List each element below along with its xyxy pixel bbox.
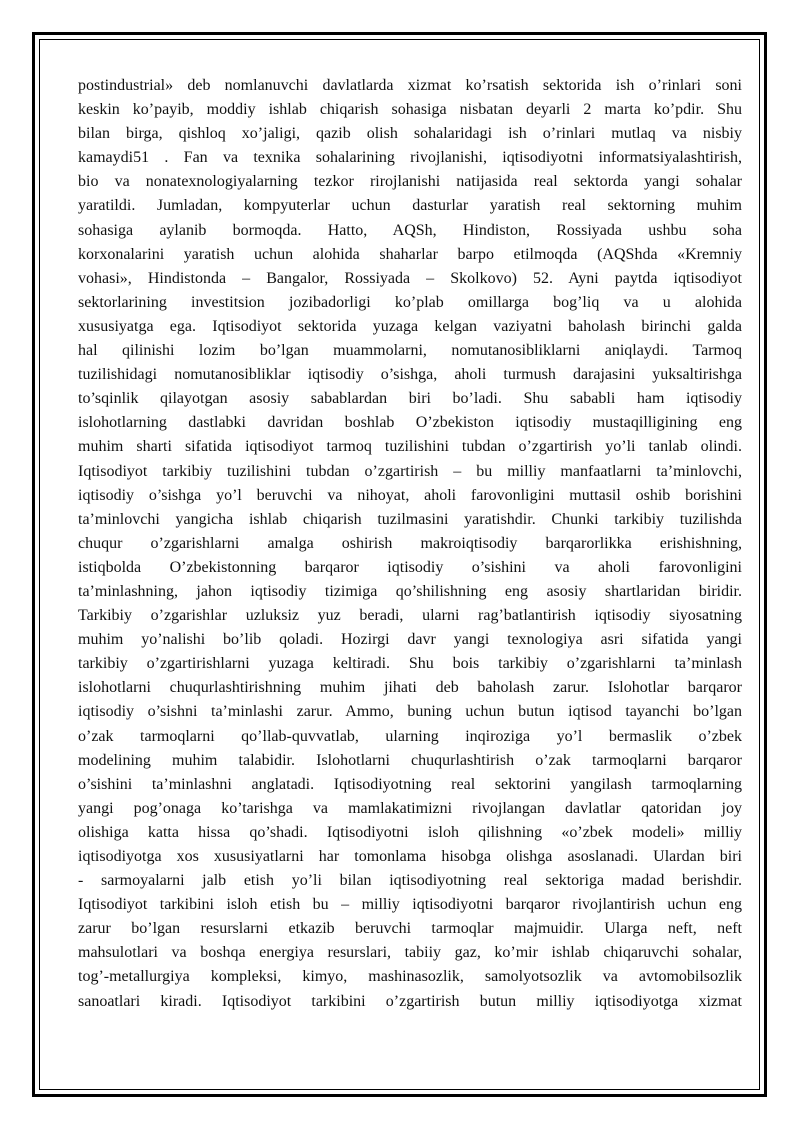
text-line: muhim yo’nalishi bo’lib qoladi. Hozirgi davr yangi texnologiya asri sifatida yangi bbox=[78, 631, 742, 649]
text-line: kamaydi51 . Fan va texnika sohalarining rivojlanishi, iqtisodiyotni informatsiyalashtirish, bbox=[78, 149, 742, 167]
text-line: zarur bo’lgan resurslarni etkazib beruvchi tarmoqlar majmuidir. Ularga neft, neft bbox=[78, 920, 742, 938]
text-line: iqtisodiyotga xos xususiyatlarni har tomonlama hisobga olishga asoslanadi. Ulardan biri bbox=[78, 848, 742, 865]
text-line: islohotlarni chuqurlashtirishning muhim jihati deb baholash zarur. Islohotlar barqaror bbox=[78, 679, 742, 697]
text-line: tuzilishidagi nomutanosibliklar iqtisodiy o’sishga, aholi turmush darajasini yuksaltirishga bbox=[78, 366, 742, 384]
text-line: sohasiga aylanib bormoqda. Hatto, AQSh, Hindiston, Rossiyada ushbu soha bbox=[78, 221, 742, 239]
text-line: modelining muhim talabidir. Islohotlarni chuqurlashtirish o’zak tarmoqlarni barqaror bbox=[78, 751, 742, 769]
text-line: Iqtisodiyot tarkibiy tuzilishini tubdan o’zgartirish – bu milliy manfaatlarni ta’minlovchi, bbox=[78, 462, 742, 480]
text-line: to’sqinlik qilayotgan asosiy sabablardan biri bo’ladi. Shu sababli ham iqtisodiy bbox=[78, 390, 742, 408]
text-line: o’sishini ta’minlashni anglatadi. Iqtisodiyotning real sektorini yangilash tarmoqlarning bbox=[78, 775, 742, 793]
text-line: xususiyatga ega. Iqtisodiyot sektorida yuzaga kelgan vaziyatni baholash birinchi galda bbox=[78, 317, 742, 335]
text-line: postindustrial» deb nomlanuvchi davlatlarda xizmat ko’rsatish sektorida ish o’rinlari soni bbox=[78, 77, 742, 94]
text-line: olishiga katta hissa qo’shadi. Iqtisodiyotni isloh qilishning «o’zbek modeli» milliy bbox=[78, 823, 742, 841]
text-line: vohasi», Hindistonda – Bangalor, Rossiyada – Skolkovo) 52. Ayni paytda iqtisodiyot bbox=[78, 269, 742, 287]
text-line: tog’-metallurgiya kompleksi, kimyo, mashinasozlik, samolyotsozlik va avtomobilsozlik bbox=[78, 968, 742, 986]
text-line: - sarmoyalarni jalb etish yo’li bilan iqtisodiyotning real sektoriga madad berishdir. bbox=[78, 872, 742, 890]
text-line: ta’minlovchi yangicha ishlab chiqarish tuzilmasini yaratishdir. Chunki tarkibiy tuzilishda bbox=[78, 510, 742, 528]
text-line: iqtisodiy o’sishga yo’l beruvchi va nihoyat, aholi farovonligini muttasil oshib borishini bbox=[78, 486, 742, 504]
text-line: o’zak tarmoqlarni qo’llab-quvvatlab, ularning inqiroziga yo’l bermaslik o’zbek bbox=[78, 727, 742, 745]
text-line: bilan birga, qishloq xo’jaligi, qazib olish sohalaridagi ish o’rinlari mutlaq va nisbiy bbox=[78, 125, 742, 143]
text-line: Iqtisodiyot tarkibini isloh etish bu – milliy iqtisodiyotni barqaror rivojlantirish uchun eng bbox=[78, 896, 742, 914]
text-line: sektorlarining investitsion jozibadorligi ko’plab omillarga bog’liq va u alohida bbox=[78, 293, 742, 311]
text-line: keskin ko’payib, moddiy ishlab chiqarish sohasiga nisbatan deyarli 2 marta ko’pdir. Shu bbox=[78, 101, 742, 119]
text-line: sanoatlari kiradi. Iqtisodiyot tarkibini o’zgartirish butun milliy iqtisodiyotga xizmat bbox=[78, 992, 742, 1010]
text-line: muhim sharti sifatida iqtisodiyot tarmoq tuzilishini tubdan o’zgartirish yo’li tanlab olindi. bbox=[78, 438, 742, 456]
text-line: yangi pog’onaga ko’tarishga va mamlakatimizni rivojlangan davlatlar qatoridan joy bbox=[78, 799, 742, 817]
text-line: iqtisodiy o’sishni ta’minlashi zarur. Ammo, buning uchun butun iqtisod tayanchi bo’lgan bbox=[78, 703, 742, 721]
text-line: islohotlarning dastlabki davridan boshlab O’zbekiston iqtisodiy mustaqilligining eng bbox=[78, 414, 742, 432]
text-line: tarkibiy o’zgartirishlarni yuzaga keltiradi. Shu bois tarkibiy o’zgarishlarni ta’minlash bbox=[78, 655, 742, 673]
text-line: istiqbolda O’zbekistonning barqaror iqtisodiy o’sishini va aholi farovonligini bbox=[78, 558, 742, 576]
text-line: ta’minlashning, jahon iqtisodiy tizimiga qo’shilishning eng asosiy shartlaridan biridir. bbox=[78, 582, 742, 600]
text-line: chuqur o’zgarishlarni amalga oshirish makroiqtisodiy barqarorlikka erishishning, bbox=[78, 534, 742, 552]
text-line: mahsulotlari va boshqa energiya resurslari, tabiiy gaz, ko’mir ishlab chiqaruvchi sohalar, bbox=[78, 944, 742, 962]
text-line: korxonalarini yaratish uchun alohida shaharlar barpo etilmoqda (AQShda «Kremniy bbox=[78, 245, 742, 263]
text-line: yaratildi. Jumladan, kompyuterlar uchun dasturlar yaratish real sektorning muhim bbox=[78, 197, 742, 215]
text-line: Tarkibiy o’zgarishlar uzluksiz yuz beradi, ularni rag’batlantirish iqtisodiy siyosatning bbox=[78, 607, 742, 625]
body-text bbox=[78, 74, 742, 1014]
text-line: bio va nonatexnologiyalarning tezkor rirojlanishi natijasida real sektorda yangi sohalar bbox=[78, 173, 742, 191]
text-line: hal qilinishi lozim bo’lgan muammolarni, nomutanosibliklarni aniqlaydi. Tarmoq bbox=[78, 342, 742, 360]
